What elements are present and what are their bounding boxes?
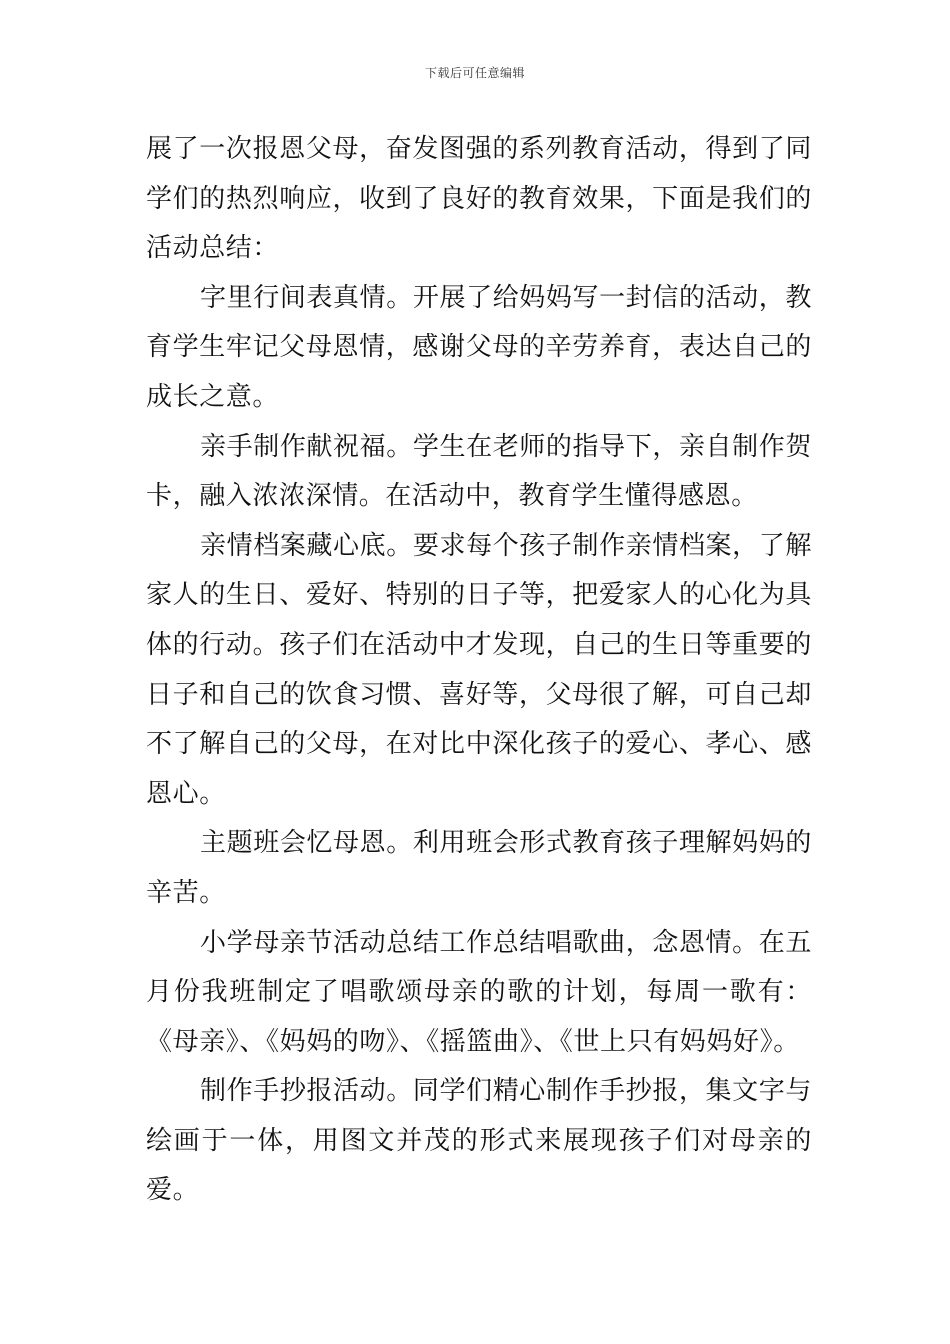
paragraph-letter-activity: 字里行间表真情。开展了给妈妈写一封信的活动，教育学生牢记父母恩情，感谢父母的辛劳养育，表达自己的成长之意。 [146, 282, 812, 412]
paragraph-intro-continuation: 展了一次报恩父母，奋发图强的系列教育活动，得到了同学们的热烈响应，收到了良好的教育效果，下面是我们的活动总结： [146, 134, 812, 264]
paragraph-singing-songs: 小学母亲节活动总结工作总结唱歌曲，念恩情。在五月份我班制定了唱歌颂母亲的歌的计划，每周一歌有：《母亲》、《妈妈的吻》、《摇篮曲》、《世上只有妈妈好》。 [146, 927, 812, 1057]
paragraph-class-meeting: 主题班会忆母恩。利用班会形式教育孩子理解妈妈的辛苦。 [146, 828, 812, 908]
paragraph-family-archive: 亲情档案藏心底。要求每个孩子制作亲情档案，了解家人的生日、爱好、特别的日子等，把爱家人的心化为具体的行动。孩子们在活动中才发现，自己的生日等重要的日子和自己的饮食习惯、喜好等，父母很了解，可自己却不了解自己的父母，在对比中深化孩子的爱心、孝心、感恩心。 [146, 530, 812, 809]
paragraph-greeting-card: 亲手制作献祝福。学生在老师的指导下，亲自制作贺卡，融入浓浓深情。在活动中，教育学生懂得感恩。 [146, 431, 812, 512]
document-body [146, 125, 812, 1216]
paragraph-handwritten-newspaper: 制作手抄报活动。同学们精心制作手抄报，集文字与绘画于一体，用图文并茂的形式来展现孩子们对母亲的爱。 [146, 1076, 812, 1206]
page-header: 下载后可任意编辑 [424, 66, 525, 80]
